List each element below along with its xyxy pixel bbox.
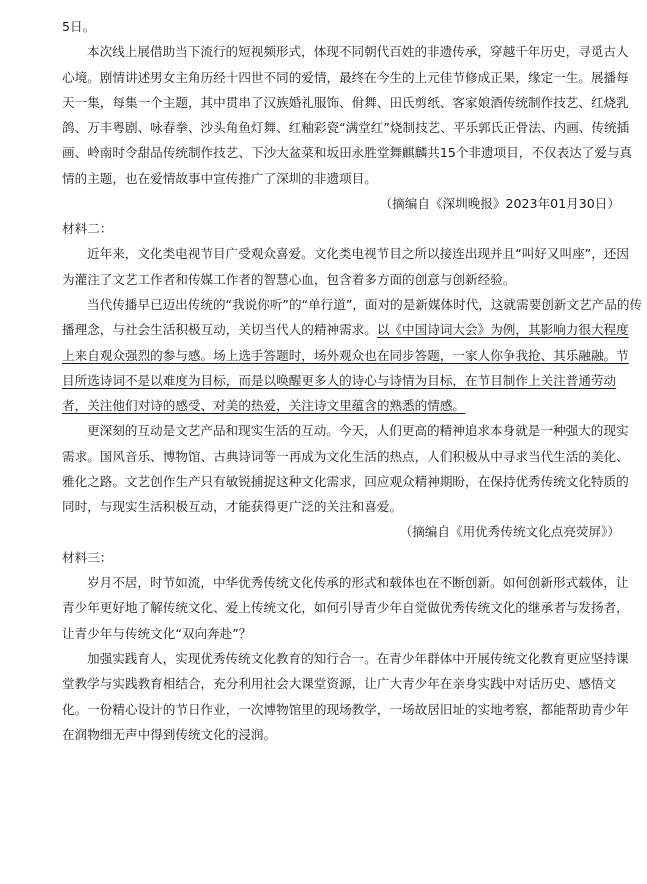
underlined-text: 以《中国诗词大会》为例，其影响力很大程度 [376, 322, 629, 337]
underlined-line: 目所选诗词不是以难度为目标，而是以唤醒更多人的诗心与诗情为目标，在节目制作上关注普通劳动 [62, 373, 617, 388]
paragraph-line: 心境。剧情讲述男女主角历经十四世不同的爱情，最终在今生的上元佳节修成正果，缘定一生。展播每 [62, 70, 629, 85]
paragraph-line: 为灌注了文艺工作者和传媒工作者的智慧心血，包含着多方面的创意与创新经验。 [62, 272, 516, 287]
source-citation: （摘编自《用优秀传统文化点亮荧屏》） [399, 524, 620, 539]
paragraph-line: 天一集，每集一个主题，其中贯串了汉族婚礼服饰、佾舞、田氏剪纸、客家娘酒传统制作技艺、红烧乳 [62, 95, 629, 110]
paragraph-line: 雅化之路。文艺创作生产只有敏锐捕捉这种文化需求，回应观众精神期盼，在保持优秀传统文化特质的 [62, 474, 629, 489]
paragraph-line: 在润物细无声中得到传统文化的浸润。 [62, 727, 277, 742]
paragraph-line: 近年来，文化类电视节目广受观众喜爱。文化类电视节目之所以接连出现并且“叫好又叫座”，还因 [87, 246, 629, 261]
section-heading: 材料二： [62, 221, 113, 236]
paragraph-line: 更深刻的互动是文艺产品和现实生活的互动。今天，人们更高的精神追求本身就是一种强大的现实 [87, 423, 629, 438]
paragraph-line: 化。一份精心设计的节日作业，一次博物馆里的现场教学，一场故居旧址的实地考察，都能帮助青少年 [62, 702, 629, 717]
paragraph-line: 堂教学与实践教育相结合，充分利用社会大课堂资源，让广大青少年在亲身实践中对话历史、感悟文 [62, 676, 617, 691]
paragraph-line: 需求。国风音乐、博物馆、古典诗词等一再成为文化生活的热点，人们积极从中寻求当代生活的美化、 [62, 449, 629, 464]
paragraph-line: 情的主题，也在爱情故事中宣传推广了深圳的非遗项目。 [62, 171, 377, 186]
line-segment: 播理念，与社会生活积极互动，关切当代人的精神需求。 [62, 322, 377, 337]
paragraph-line: 让青少年与传统文化“双向奔赴”？ [62, 626, 252, 641]
paragraph-line: 加强实践育人，实现优秀传统文化教育的知行合一。在青少年群体中开展传统文化教育更应坚持课 [87, 651, 629, 666]
underlined-line: 上来自观众强烈的参与感。场上选手答题时，场外观众也在同步答题，一家人你争我抢、其乐融融。节 [62, 348, 629, 363]
source-citation: （摘编自《深圳晚报》2023年01月30日） [379, 196, 620, 211]
paragraph-line: 当代传播早已迈出传统的“我说你听”的“单行道”，面对的是新媒体时代，这就需要创新文艺产品的传 [87, 297, 643, 312]
section-heading: 材料三： [62, 550, 113, 565]
paragraph-line: 岁月不居，时节如流，中华优秀传统文化传承的形式和载体也在不断创新。如何创新形式载体，让 [87, 575, 629, 590]
paragraph-line [62, 321, 629, 339]
underlined-line: 者，关注他们对诗的感受、对美的热爱，关注诗文里蕴含的熟悉的情感。 [62, 398, 465, 413]
paragraph-line: 同时，与现实生活积极互动，才能获得更广泛的关注和喜爱。 [62, 499, 403, 514]
paragraph-line: 鸽、万丰粤剧、咏春拳、沙头角鱼灯舞、红釉彩瓷“满堂红”烧制技艺、平乐郭氏正骨法、内画、传统插 [62, 120, 630, 135]
paragraph-line: 本次线上展借助当下流行的短视频形式，体现不同朝代百姓的非遗传承，穿越千年历史，寻觅古人 [87, 44, 629, 59]
paragraph-line: 青少年更好地了解传统文化、爱上传统文化，如何引导青少年自觉做优秀传统文化的继承者与发扬者， [62, 600, 629, 615]
paragraph-line: 画、岭南时令甜品传统制作技艺、下沙大盆菜和坂田永胜堂舞麒麟共15个非遗项目，不仅表达了爱与真 [62, 145, 633, 160]
paragraph-line: 5日。 [62, 19, 96, 34]
